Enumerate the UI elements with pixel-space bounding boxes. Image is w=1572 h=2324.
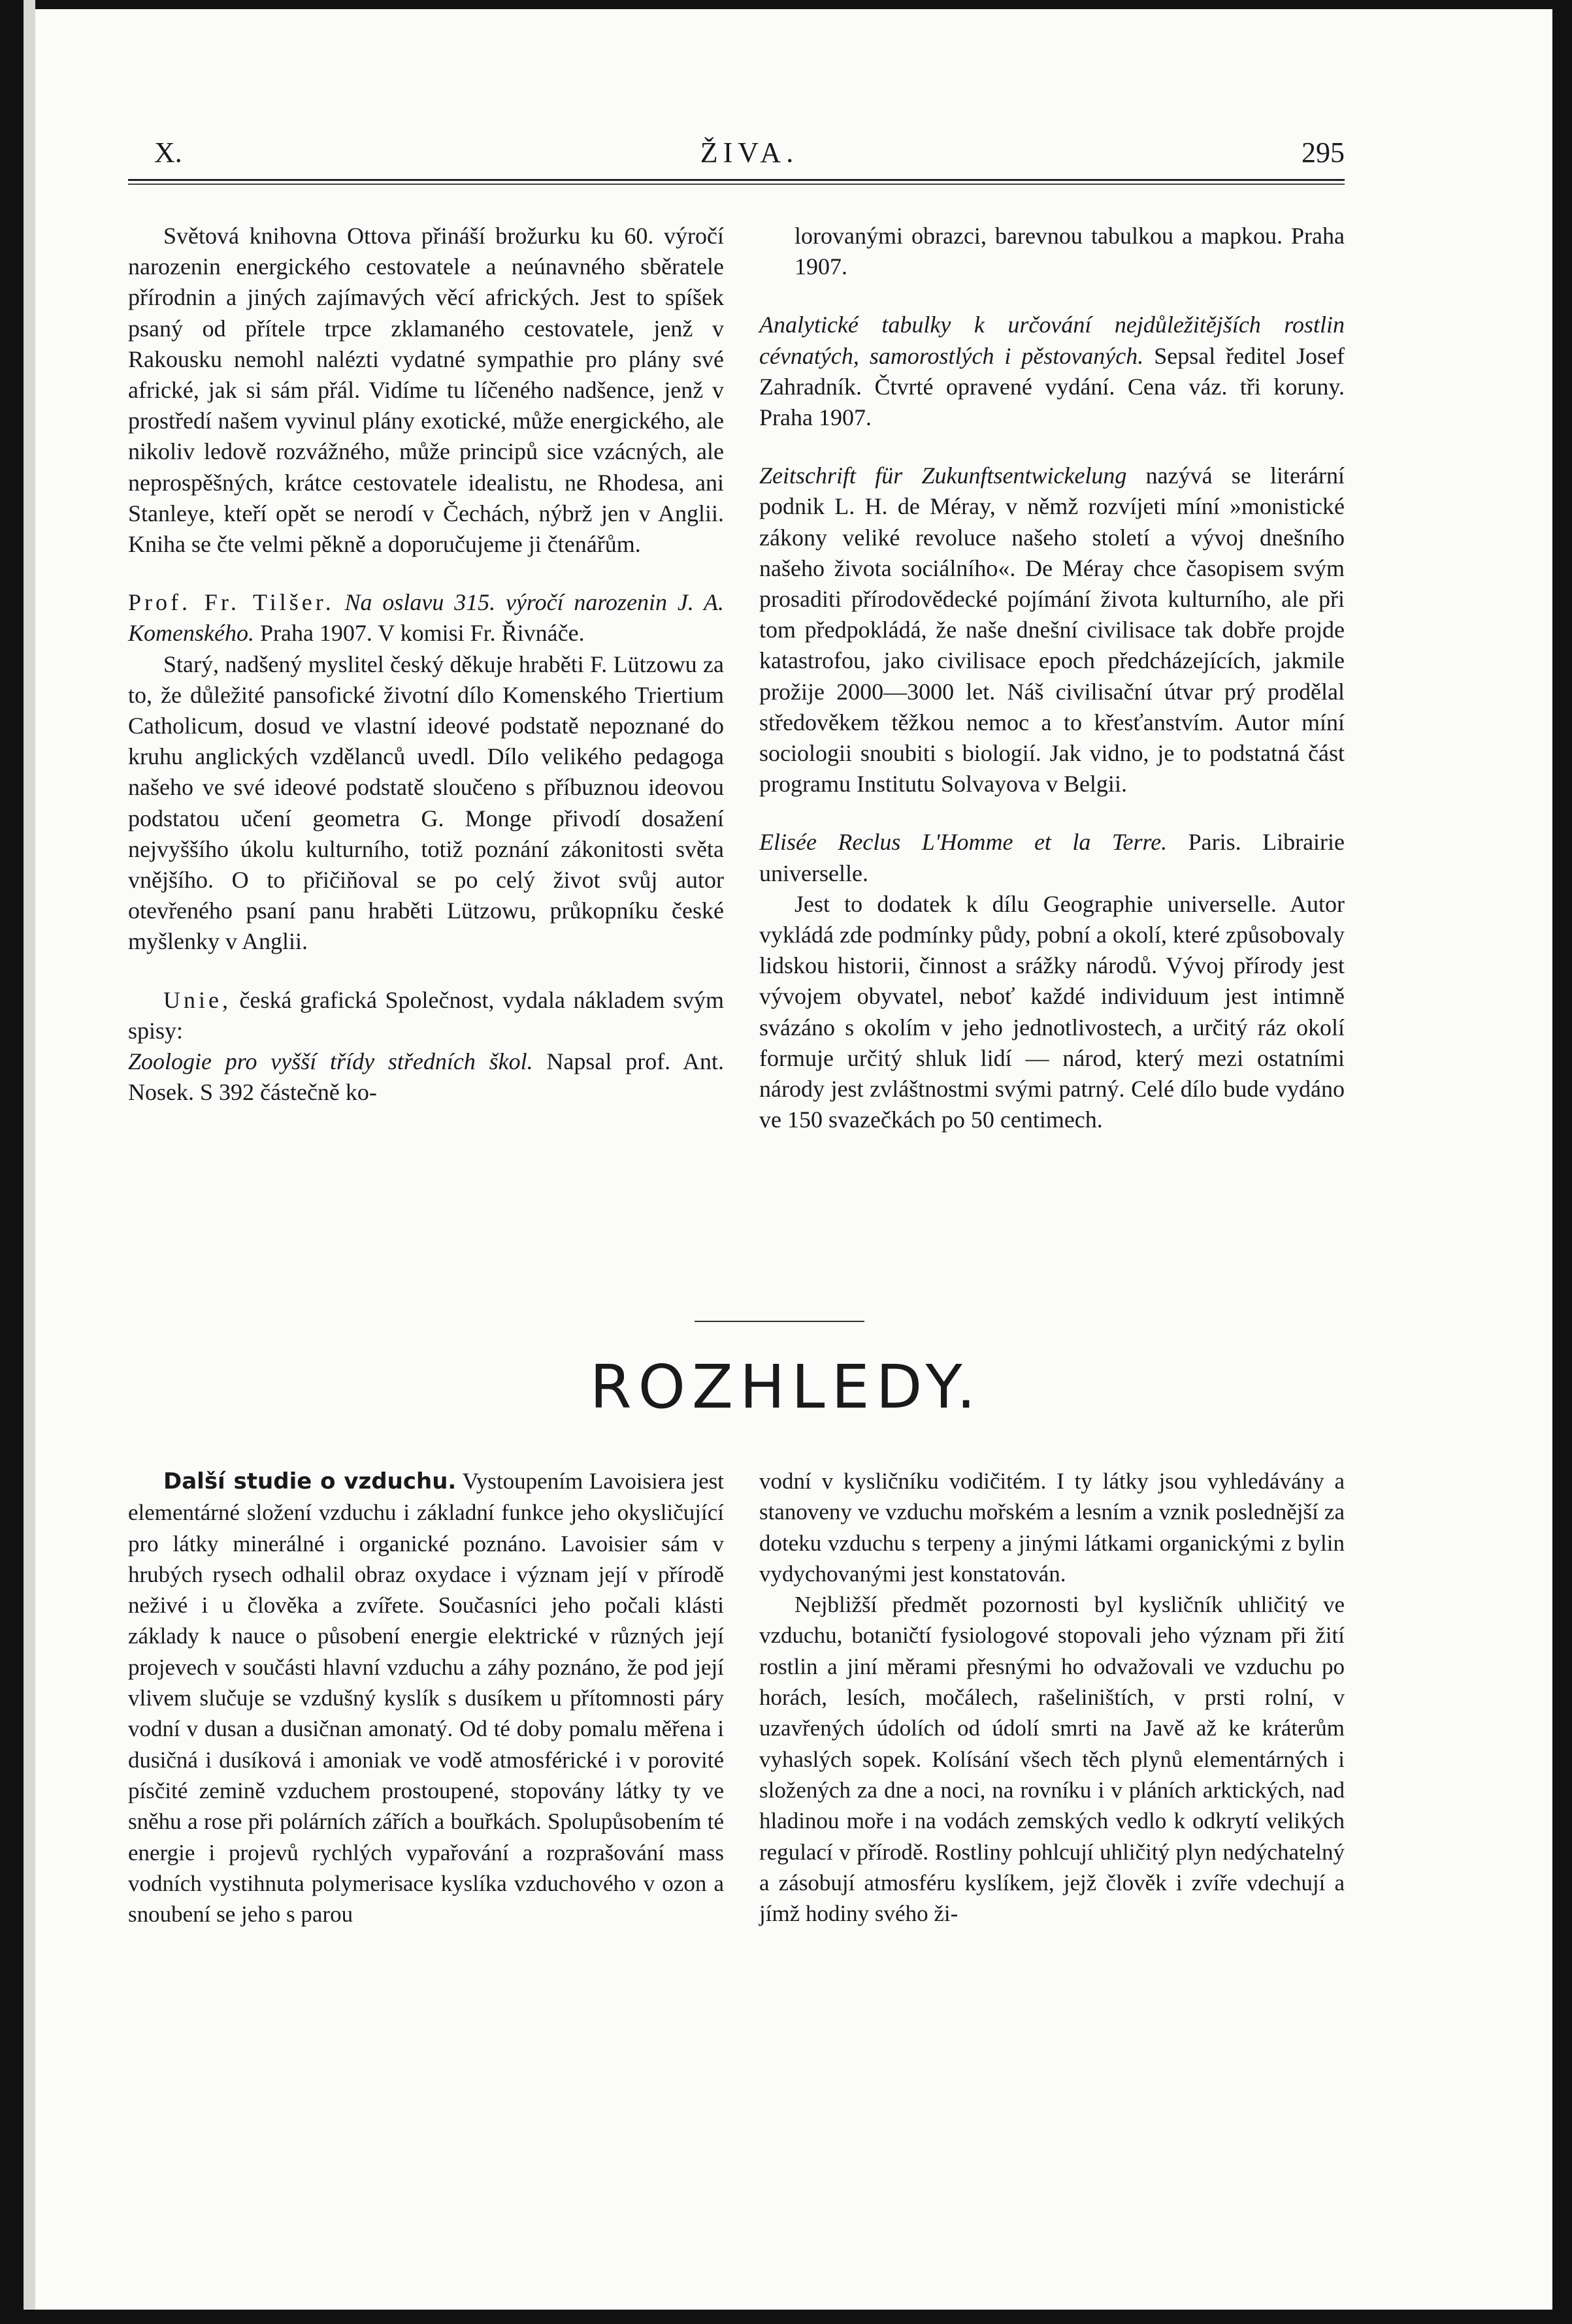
section-divider [695,1321,864,1322]
right-column [759,221,1345,1135]
section-title: ROZHLEDY. [589,1352,983,1422]
title-na-oslavu: Na oslavu 315. výročí narozenin J. A. Komenského. [128,589,724,647]
article-paragraph-1-continued: vodní v kysličníku vodičitém. I ty látky jsou vyhledávány a stanoveny ve vzduchu mořském a lesním a vznik poslednější za doteku vzduchu s terpeny a jinými látkami organickými z bylin vydychovanými jest konstatován. [759,1468,1345,1587]
review-reclus [759,827,1345,888]
imprint-analyticke-tabulky: Sepsal ředitel Josef Zahradník. Čtvrté opravené vydání. Cena váz. tři koruny. Praha 1907. [759,342,1345,431]
article-paragraph-1 [128,1466,724,1929]
article-heading: Další studie o vzduchu. [163,1468,457,1494]
article-paragraph-2: Nejbližší předmět pozornosti byl kysličník uhličitý ve vzduchu, botaničtí fysiologové stopovali jeho význam při žití rostlin a jiní měrami přesnými ho odvažovali ve vzduchu po horách, lesích, močálech, rašeliništích, v prsti rolní, v uzavřených údolích od údolí smrti na Javě až ke kráterům vyhaslých sopek. Kolísání všech těch plynů elementárných i složených za dne a noci, na rovníku i v pláních arktických, nad hladinou moře i na vodách zemských vedlo k odkrytí velikých regulací v přírodě. Rostliny pohlcují uhličitý plyn nedýchatelný a zásobují atmosféru kyslíkem, jejž člověk i zvíře vdechují a jímž hodiny svého ži- [759,1592,1345,1927]
title-zeitschrift: Zeitschrift für Zukunftsentwickelung [759,462,1127,489]
body-reclus: Jest to dodatek k dílu Geographie universelle. Autor vykládá zde podmínky půdy, pobní a okolí, které způsobovaly lidskou historii, činnost a srážky národů. Vývoj přírody jest vývojem obyvatel, neboť každé individuum jest intimně svázáno s okolím v jeho jednotlivostech, a určitý ráz okolí formuje určitý shluk lidí — národ, který mezi ostatními národy jest zvláštnostmi svými patrný. Celé dílo bude vydáno ve 150 svazečkách po 50 centimech. [759,890,1345,1133]
article-body-left: Vystoupením Lavoisiera jest elementárné složení vzduchu i základní funkce jeho okysličující pro látky minerálné i organické poznáno. Lavoisier sám v hrubých rysech odhalil obraz oxydace i význam její v přírodě neživé i u člověka a zvířete. Současníci jeho počali klásti základy k nauce o působení energie elektrické v různých její projevech v součásti hlavní vzduchu a záhy poznáno, že pod její vlivem slučuje se vzdušný kyslík s dusíkem u přítomnosti páry vodní v dusan a dusičnan amonatý. Od té doby pomalu měřena i dusičná i dusíková i amoniak ve vodě atmosférické i v porovité písčité zemině vzduchem prostoupené, stopovány látky ty ve sněhu a rose při polárních zářích a bouřkách. Spolupůsobením té energie i projevů rychlých vypařování a rozprašování mass vodních vystihnuta polymerisace kyslíka vzduchového v ozon a snoubení se jeho s parou [128,1468,724,1928]
left-column [128,221,724,1108]
unie-rest: česká grafická Společnost, vydala nákladem svým spisy: [128,986,725,1044]
review-komensky-citation [128,587,724,649]
imprint-reclus: Paris. Librairie universelle. [759,829,1345,886]
review-analyticke-tabulky [759,310,1345,433]
article-left-column [128,1466,724,1929]
article-right-column [759,1466,1345,1929]
scan-binding-shadow [24,0,35,2324]
volume-number: X. [154,137,182,169]
scan-border-top [0,0,1572,9]
page-number: 295 [1302,137,1345,169]
imprint-komensky: Praha 1907. V komisi Fr. Řivnáče. [259,620,585,647]
title-zoologie: Zoologie pro vyšší třídy středních škol. [128,1048,533,1075]
header-rule-thin [128,184,1345,185]
publisher-unie: Unie, [163,986,231,1013]
scan-border-left [0,0,24,2324]
scan-border-bottom [0,2310,1572,2324]
review-ottova-brozurka: Světová knihovna Ottova přináší brožurku ku 60. výročí narozenin energického cestovatele a neúnavného sběratele přírodnin a jiných zajímavých věcí afrických. Jest to spíšek psaný od přítele trpce zklamaného cestovatele, jenž v Rakousku nemohl nalézti vydatné sympathie pro plány své africké, jak si sám přál. Vidíme tu líčeného nadšence, jenž v prostředí našem vyvinul plány exotické, může energického, ale nikoliv ledově rozvážného, může principů sice vzácných, ale neprospěšných, krátce cestovatele idealistu, ne Rhodesa, ani Stanleye, kteří opět se nerodí v Čechách, nýbrž jen v Anglii. Kniha se čte velmi pěkně a doporučujeme ji čtenářům. [128,223,724,558]
author-tilser: Prof. Fr. Tilšer. [128,589,335,616]
running-header [154,136,1345,175]
review-komensky-body: Starý, nadšený myslitel český děkuje hraběti F. Lützowu za to, že důležité pansofické životní dílo Komenského Triertium Catholicum, dosud ve vlastní ideové podstatě nepoznané do kruhu anglických vzdělanců uvedl. Dílo velikého pedagoga našeho ve své ideové podstatě sloučeno s příbuznou ideovou podstatou učení geometra G. Monge přivodí dosažení nejvyššího úkolu kulturního, totiž poznání zákonitosti světa vnějšího. O to přičiňoval se po celý život svůj autor otevřeného psaní panu hraběti Lützowu, průkopníku české myšlenky v Anglii. [128,651,724,955]
title-reclus: Elisée Reclus L'Homme et la Terre. [759,829,1168,856]
zoologie-continued: lorovanými obrazci, barevnou tabulkou a mapkou. Praha 1907. [794,223,1345,280]
title-analyticke-tabulky: Analytické tabulky k určování nejdůležitějších rostlin cévnatých, samorostlých i pěstovaných. [759,312,1345,369]
imprint-zoologie: Napsal prof. Ant. Nosek. S 392 částečně ko- [128,1048,724,1106]
body-zeitschrift: nazývá se literární podnik L. H. de Méray, v němž rozvíjeti míní »monistické zákony veliké revoluce našeho století a vývoj dnešního našeho života sociálního«. De Méray chce časopisem svým prosaditi přírodovědecké pojímání života kulturního, ale při tom předpokládá, že naše dnešní civilisace tak dobře projde katastrofou, jako civilisace epoch předcházejících, jakmile prožije 2000—3000 let. Náš civilisační útvar prý prodělal středověkem těžkou nemoc a to křesťanstvím. Autor míní sociologii snoubiti s biologií. Jak vidno, je to podstatná část programu Institutu Solvayova v Belgii. [759,462,1345,798]
journal-title: ŽIVA. [700,137,799,169]
review-zoologie [128,1046,724,1108]
header-rule [128,179,1345,181]
scan-border-right [1552,0,1572,2324]
unie-announcement [128,985,724,1046]
review-zeitschrift [759,460,1345,799]
